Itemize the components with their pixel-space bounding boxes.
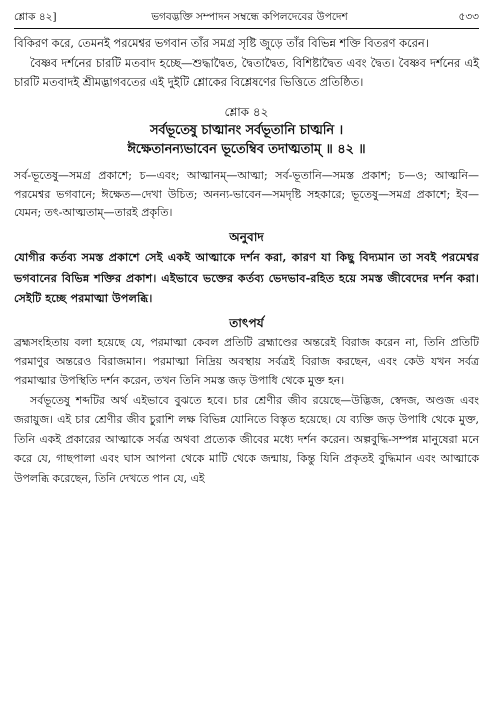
page-number: ৫৩৩ [458,10,479,23]
verse-number: শ্লোক ৪২ [224,104,269,119]
synonyms: সর্ব-ভূতেষু—সমগ্র প্রকাশে; চ—এবং; আত্মানম্—আত্মা; সর্ব-ভূতানি—সমস্ত প্রকাশ; চ—ও; আত্মনি—পরমেশ্বর ভগবানে; ঈক্ষেত—দেখা উচিত; অনন্য-ভাবেন—সমদৃষ্টি সহকারে; ভূতেষু—সমগ্র প্রকাশে; ইব—যেমন; তৎ-আত্মতাম্—তারই প্রকৃতি। [14,168,479,220]
translation-heading: অনুবাদ [229,230,264,245]
purport-paragraph-2: সর্বভূতেষু শব্দটির অর্থ এইভাবে বুঝতে হবে। চার শ্রেণীর জীব রয়েছে—উদ্ভিজ, স্বেদজ, অণ্ডজ এবং জরায়ুজ। এই চার শ্রেণীর জীব চুরাশি লক্ষ বিভিন্ন যোনিতে বিস্তৃত হয়েছে। যে ব্যক্তি জড় উপাধি থেকে মুক্ত, তিনি একই প্রকারের আত্মাকে সর্বত্র অথবা প্রত্যেক জীবের মধ্যে দর্শন করেন। অল্পবুদ্ধি-সম্পন্ন মানুষেরা মনে করে যে, গাছপালা এবং ঘাস আপনা থেকে মাটি থেকে জন্মায়, কিন্তু যিনি প্রকৃতই বুদ্ধিমান এবং আত্মাকে উপলব্ধি করেছেন, তিনি দেখতে পান যে, এই [14,393,479,485]
purport-heading: তাৎপর্য [229,315,264,330]
purport-paragraph-1: ব্রহ্মসংহিতায় বলা হয়েছে যে, পরমাত্মা কেবল প্রতিটি ব্রহ্মাণ্ডের অন্তরেই বিরাজ করেন না, তিনি প্রতিটি পরমাণুর অন্তরেও বিরাজমান। পরমাত্মা নিদ্রিয় অবস্থায় সর্বত্রই বিরাজ করছেন, এবং কেউ যখন সর্বত্র পরমাত্মার উপস্থিতি দর্শন করেন, তখন তিনি সমস্ত জড় উপাধি থেকে মুক্ত হন। [14,335,479,388]
intro-paragraph-2: বৈষ্ণব দর্শনের চারটি মতবাদ হচ্ছে—শুদ্ধাদ্বৈত, দ্বৈতাদ্বৈত, বিশিষ্টাদ্বৈত এবং দ্বৈত। বৈষ্ণব দর্শনের এই চারটি মতবাদই শ্রীমদ্ভাগবতের এই দুইটি শ্লোকের বিশ্লেষণের ভিত্তিতে প্রতিষ্ঠিত। [14,55,479,90]
verse-line-2: ঈক্ষেতানন্যভাবেন ভূতেম্বিব তদাত্মতাম্ ॥ ৪২ ॥ [127,141,366,157]
verse-line-1: সর্বভূতেষু চাত্মানং সর্বভূতানি চাত্মনি । [149,122,344,138]
running-header [14,8,479,29]
purport [14,333,479,488]
intro-paragraph-1: বিকিরণ করে, তেমনই পরমেশ্বর ভগবান তাঁর সমগ্র সৃষ্টি জুড়ে তাঁর বিভিন্ন শক্তি বিতরণ করেন। [14,36,429,50]
page-body [14,34,479,488]
header-chapter-title: ভগবদ্ভক্তি সম্পাদন সম্বন্ধে কপিলদেবের উপদেশ [151,10,348,23]
header-verse-ref: শ্লোক ৪২] [14,10,57,23]
translation: যোগীর কর্তব্য সমস্ত প্রকাশে সেই একই আত্মাকে দর্শন করা, কারণ যা কিছু বিদ্যমান তা সবই পরমেশ্বর ভগবানের বিভিন্ন শক্তির প্রকাশ। এইভাবে ভক্তের কর্তব্য ভেদভাব-রহিত হয়ে সমস্ত জীবেদের দর্শন করা। সেইটি হচ্ছে পরমাত্মা উপলব্ধি। [14,250,479,306]
